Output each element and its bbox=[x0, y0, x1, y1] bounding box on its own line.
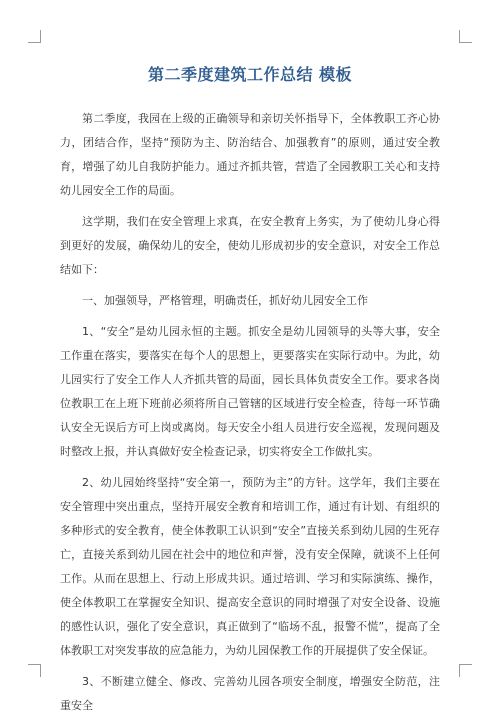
document-title: 第二季度建筑工作总结 模板 bbox=[147, 65, 353, 84]
document-page bbox=[60, 62, 440, 725]
section-heading-1: 一、加强领导，严格管理，明确责任，抓好幼儿园安全工作 bbox=[82, 294, 368, 307]
paragraph-summary-lead: 这学期，我们在安全管理上求真，在安全教育上务实，为了使幼儿身心得到更好的发展，确保幼儿的安全，使幼儿形成初步的安全意识，对安全工作总结如下： bbox=[60, 215, 440, 276]
crop-mark-top-right bbox=[459, 30, 472, 43]
crop-mark-top-left bbox=[28, 30, 41, 43]
paragraph-point-3: 3、不断建立健全、修改、完善幼儿园各项安全制度，增强安全防范，注重安全 bbox=[60, 675, 440, 712]
paragraph-point-1: 1、“安全”是幼儿园永恒的主题。抓安全是幼儿园领导的头等大事，安全工作重在落实，要落实在每个人的思想上，更要落实在实际行动中。为此，幼儿园实行了安全工作人人齐抓共管的局面，园长具体负责安全工作。要求各岗位教职工在上班下班前必须将所自己管辖的区域进行安全检查，待每一环节确认安全无误后方可上岗或离岗。每天安全小组人员进行安全巡视，发现问题及时整改上报，并认真做好安全检查记录，切实将安全工作做扎实。 bbox=[60, 325, 440, 458]
crop-mark-bottom-left bbox=[28, 664, 41, 677]
paragraph-intro: 第二季度，我园在上级的正确领导和亲切关怀指导下，全体教职工齐心协力，团结合作，坚持“预防为主、防治结合、加强教育”的原则，通过安全教育，增强了幼儿自我防护能力。通过齐抓共管，营造了全园教职工关心和支持幼儿园安全工作的局面。 bbox=[60, 112, 440, 197]
paragraph-point-2: 2、幼儿园始终坚持“安全第一，预防为主”的方针。这学年，我们主要在安全管理中突出重点，坚持开展安全教育和培训工作，通过有计划、有组织的多种形式的安全教育，使全体教职工认识到“安全”直接关系到幼儿园的生死存亡，直接关系到幼儿园在社会中的地位和声誉，没有安全保障，就谈不上任何工作。从而在思想上、行动上形成共识。通过培训、学习和实际演练、操作，使全体教职工在掌握安全知识、提高安全意识的同时增强了对安全设备、设施的感性认识，强化了安全意识，真正做到了“临场不乱，报警不慌”，提高了全体教职工对突发事故的应急能力，为幼儿园保教工作的开展提供了安全保证。 bbox=[60, 476, 440, 657]
crop-mark-bottom-right bbox=[459, 664, 472, 677]
